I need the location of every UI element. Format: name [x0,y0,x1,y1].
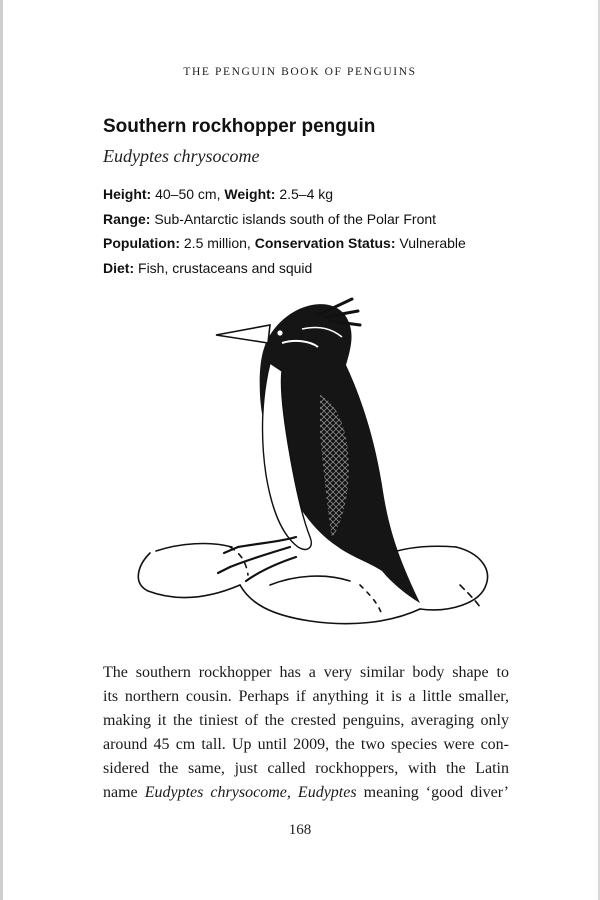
running-head: THE PENGUIN BOOK OF PENGUINS [183,66,417,78]
latin-name: Eudyptes chrysocome [103,146,260,166]
body-line-6-end: meaning ‘good diver’ [356,784,510,801]
fact-range [103,207,523,232]
range-label: Range: [103,210,151,227]
diet-value: Fish, crustaceans and squid [138,259,313,276]
body-line-5: sidered the same, just called rockhoppers, with the Latin [103,760,509,777]
body-line-2: its northern cousin. Perhaps if anything it is a little smaller, [103,688,509,705]
body-line-6 [103,781,509,805]
fact-diet [103,256,523,281]
status-label: Conservation Status: [254,235,396,251]
diet-label: Diet: [103,259,135,276]
fact-population-status [103,231,523,256]
height-value: 40–50 cm, [155,186,221,202]
page-edge-left [0,0,3,900]
weight-label: Weight: [224,186,276,202]
penguin-body [216,299,420,603]
body-line-6-start: name [103,784,145,801]
fact-box [103,182,523,280]
body-line-6-italic: Eudyptes chrysocome, Eudyptes [144,784,357,801]
fact-height-weight [103,182,523,207]
height-label: Height: [103,186,152,202]
page-number: 168 [288,822,312,838]
body-paragraph [103,661,509,805]
body-line-3: making it the tiniest of the crested penguins, averaging only [103,712,509,729]
population-value: 2.5 million, [183,235,251,251]
population-label: Population: [103,235,180,251]
body-line-1: The southern rockhopper has a very similar body shape to [103,664,509,681]
weight-value: 2.5–4 kg [279,186,334,202]
body-line-4: around 45 cm tall. Up until 2009, the two species were con- [103,736,509,753]
status-value: Vulnerable [399,235,466,251]
entry-title: Southern rockhopper penguin [103,116,376,137]
rock-outlines [138,544,487,624]
range-value: Sub-Antarctic islands south of the Polar Front [154,210,437,227]
penguin-illustration [120,285,510,645]
penguin-feet [218,537,296,581]
